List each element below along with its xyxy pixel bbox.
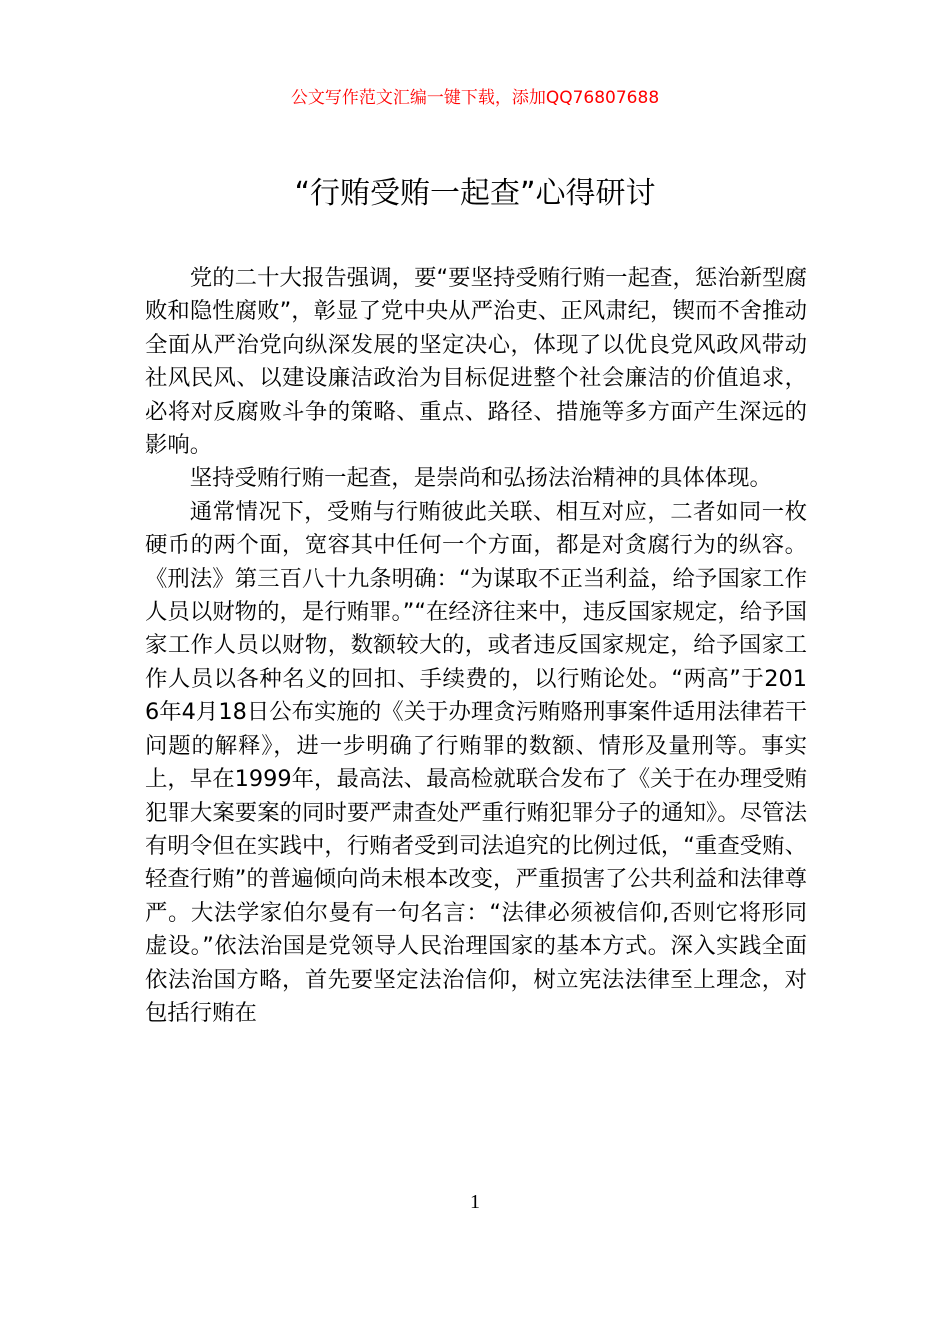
- paragraph-2: 坚持受贿行贿一起查，是崇尚和弘扬法治精神的具体体现。: [189, 465, 772, 492]
- paragraph-1: 党的二十大报告强调，要“要坚持受贿行贿一起查，惩治新型腐败和隐性腐败”，彰显了党中央从严治吏、正风肃纪，锲而不舍推动全面从严治党向纵深发展的坚定决心，体现了以优良党风政风带动社风民风、以建设廉洁政治为目标促进整个社会廉洁的价值追求，必将对反腐败斗争的策略、重点、路径、措施等多方面产生深远的影响。: [145, 265, 807, 459]
- page-title: “行贿受贿一起查”心得研讨: [294, 176, 656, 211]
- document-body: [145, 262, 807, 1030]
- page-number: 1: [470, 1191, 480, 1213]
- paragraph-3: 通常情况下，受贿与行贿彼此关联、相互对应，二者如同一枚硬币的两个面，宽容其中任何一个方面，都是对贪腐行为的纵容。《刑法》第三百八十九条明确：“为谋取不正当利益，给予国家工作人员以财物的，是行贿罪。”“在经济往来中，违反国家规定，给予国家工作人员以财物，数额较大的，或者违反国家规定，给予国家工作人员以各种名义的回扣、手续费的，以行贿论处。“两高”于2016年4月18日公布实施的《关于办理贪污贿赂刑事案件适用法律若干问题的解释》，进一步明确了行贿罪的数额、情形及量刑等。事实上，早在1999年，最高法、最高检就联合发布了《关于在办理受贿犯罪大案要案的同时要严肃查处严重行贿犯罪分子的通知》。尽管法有明令但在实践中，行贿者受到司法追究的比例过低，“重查受贿、轻查行贿”的普遍倾向尚未根本改变，严重损害了公共利益和法律尊严。大法学家伯尔曼有一句名言：“法律必须被信仰,否则它将形同虚设。”依法治国是党领导人民治理国家的基本方式。深入实践全面依法治国方略，首先要坚定法治信仰，树立宪法法律至上理念，对包括行贿在: [145, 498, 807, 1026]
- header-download-note: 公文写作范文汇编一键下载，添加QQ76807688: [290, 88, 660, 108]
